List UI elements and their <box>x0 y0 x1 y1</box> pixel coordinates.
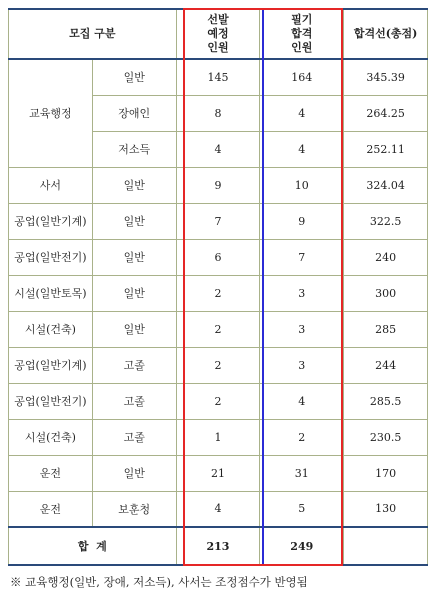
type-cell: 장애인 <box>92 95 176 131</box>
passed-cell: 3 <box>260 275 344 311</box>
type-cell: 일반 <box>92 311 176 347</box>
category-cell: 사서 <box>9 167 93 203</box>
total-planned: 213 <box>176 527 260 565</box>
table-row <box>9 347 428 383</box>
planned-cell: 2 <box>176 383 260 419</box>
passed-cell: 7 <box>260 239 344 275</box>
header-passed <box>260 9 344 59</box>
cutoff-cell: 170 <box>344 455 428 491</box>
header-passed-line: 필기 <box>291 13 313 26</box>
header-passed-line: 인원 <box>291 41 313 54</box>
header-category: 모집 구분 <box>9 9 177 59</box>
passed-cell: 4 <box>260 131 344 167</box>
cutoff-cell: 300 <box>344 275 428 311</box>
passed-cell: 4 <box>260 95 344 131</box>
total-passed: 249 <box>260 527 344 565</box>
planned-cell: 7 <box>176 203 260 239</box>
header-planned-line: 인원 <box>207 41 229 54</box>
passed-cell: 164 <box>260 59 344 95</box>
cutoff-cell: 130 <box>344 491 428 527</box>
table-row <box>9 167 428 203</box>
cutoff-cell: 285.5 <box>344 383 428 419</box>
table-row <box>9 419 428 455</box>
passed-cell: 3 <box>260 311 344 347</box>
cutoff-cell: 324.04 <box>344 167 428 203</box>
type-cell: 일반 <box>92 167 176 203</box>
type-cell: 고졸 <box>92 347 176 383</box>
planned-cell: 145 <box>176 59 260 95</box>
category-cell: 공업(일반기계) <box>9 347 93 383</box>
passed-cell: 3 <box>260 347 344 383</box>
planned-cell: 9 <box>176 167 260 203</box>
table-row <box>9 455 428 491</box>
planned-cell: 1 <box>176 419 260 455</box>
planned-cell: 6 <box>176 239 260 275</box>
total-row <box>9 527 428 565</box>
planned-cell: 4 <box>176 491 260 527</box>
cutoff-cell: 230.5 <box>344 419 428 455</box>
passed-cell: 2 <box>260 419 344 455</box>
category-cell: 공업(일반전기) <box>9 239 93 275</box>
header-planned-line: 예정 <box>207 27 229 40</box>
type-cell: 일반 <box>92 455 176 491</box>
planned-cell: 21 <box>176 455 260 491</box>
cutoff-cell: 252.11 <box>344 131 428 167</box>
category-cell: 공업(일반기계) <box>9 203 93 239</box>
header-planned <box>176 9 260 59</box>
cutoff-cell: 345.39 <box>344 59 428 95</box>
planned-cell: 2 <box>176 347 260 383</box>
cutoff-cell: 240 <box>344 239 428 275</box>
total-cutoff <box>344 527 428 565</box>
header-cutoff: 합격선(총점) <box>344 9 428 59</box>
category-cell: 운전 <box>9 455 93 491</box>
header-passed-line: 합격 <box>291 27 313 40</box>
category-cell: 시설(건축) <box>9 419 93 455</box>
table-body <box>9 59 428 527</box>
cutoff-cell: 285 <box>344 311 428 347</box>
type-cell: 저소득 <box>92 131 176 167</box>
footnote: ※ 교육행정(일반, 장애, 저소득), 사서는 조정점수가 반영됨 <box>10 575 308 589</box>
category-cell: 교육행정 <box>9 59 93 167</box>
category-cell: 공업(일반전기) <box>9 383 93 419</box>
type-cell: 고졸 <box>92 383 176 419</box>
passed-cell: 5 <box>260 491 344 527</box>
type-cell: 보훈청 <box>92 491 176 527</box>
table-row <box>9 203 428 239</box>
category-cell: 운전 <box>9 491 93 527</box>
results-table-container <box>8 8 428 566</box>
category-cell: 시설(일반토목) <box>9 275 93 311</box>
results-table <box>8 8 428 566</box>
table-header-row <box>9 9 428 59</box>
passed-cell: 4 <box>260 383 344 419</box>
table-row <box>9 275 428 311</box>
table-row <box>9 491 428 527</box>
cutoff-cell: 264.25 <box>344 95 428 131</box>
type-cell: 일반 <box>92 59 176 95</box>
table-row <box>9 383 428 419</box>
planned-cell: 4 <box>176 131 260 167</box>
passed-cell: 10 <box>260 167 344 203</box>
type-cell: 일반 <box>92 275 176 311</box>
total-label: 합 계 <box>9 527 177 565</box>
cutoff-cell: 244 <box>344 347 428 383</box>
planned-cell: 2 <box>176 275 260 311</box>
cutoff-cell: 322.5 <box>344 203 428 239</box>
passed-cell: 9 <box>260 203 344 239</box>
category-cell: 시설(건축) <box>9 311 93 347</box>
table-row <box>9 311 428 347</box>
planned-cell: 8 <box>176 95 260 131</box>
type-cell: 일반 <box>92 203 176 239</box>
table-row <box>9 59 428 95</box>
type-cell: 일반 <box>92 239 176 275</box>
table-row <box>9 239 428 275</box>
type-cell: 고졸 <box>92 419 176 455</box>
header-planned-line: 선발 <box>207 13 229 26</box>
planned-cell: 2 <box>176 311 260 347</box>
passed-cell: 31 <box>260 455 344 491</box>
